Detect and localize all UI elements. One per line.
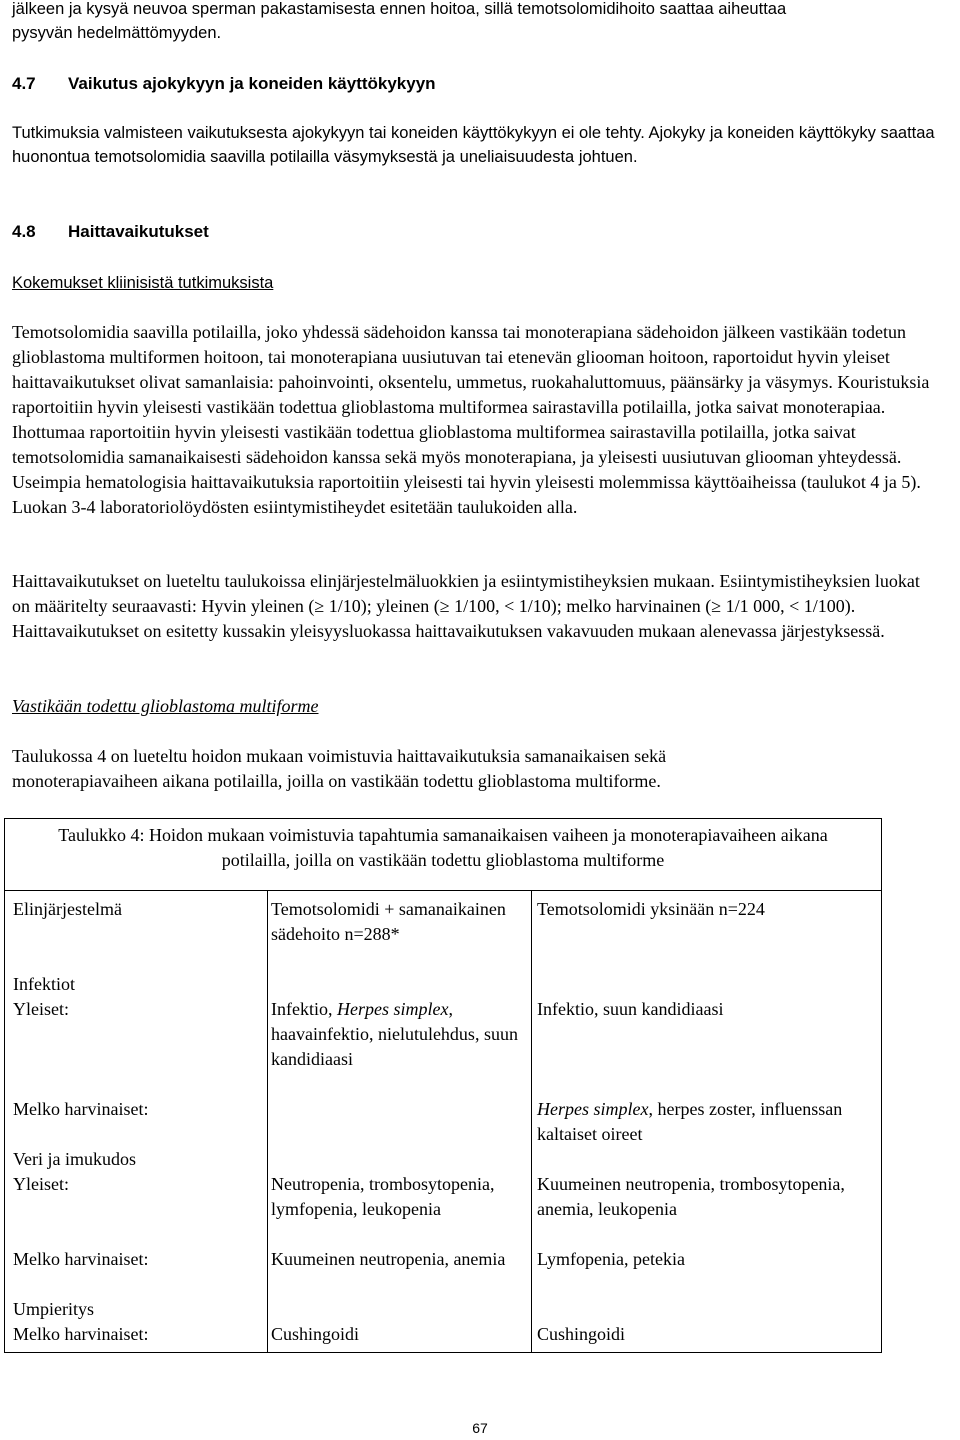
header-cell: Temotsolomidi yksinään n=224 bbox=[537, 899, 765, 919]
adverse-effects-paragraph-2: Haittavaikutukset on lueteltu taulukoissa elinjärjestelmäluokkien ja esiintymistiheyksien mukaan. Esiintymistiheyksien luokat on määritelty seuraavasti: Hyvin yleinen (≥ 1/10); yleinen (≥ 1/100, < 1/10); melko harvinainen (≥ 1/1 000, < 1/100). Haittavaikutukset on esitetty kussakin yleisyysluokassa haittavaikutuksen vakavuuden mukaan alenevassa järjestyksessä. bbox=[12, 571, 920, 641]
section-4-8-heading bbox=[12, 220, 952, 244]
section-number: 4.7 bbox=[12, 74, 36, 93]
section-title: Haittavaikutukset bbox=[68, 222, 209, 241]
table-header-row bbox=[5, 897, 881, 972]
section-title: Vaikutus ajokykyyn ja koneiden käyttökykyyn bbox=[68, 74, 436, 93]
table-row bbox=[5, 1297, 881, 1322]
table-cell: Cushingoidi bbox=[271, 1324, 360, 1344]
glioblastoma-subheading: Vastikään todettu glioblastoma multiforme bbox=[12, 696, 319, 716]
page-number: 67 bbox=[472, 1420, 488, 1436]
table-caption bbox=[5, 819, 881, 891]
table-row bbox=[5, 1172, 881, 1247]
table-row bbox=[5, 997, 881, 1097]
table-cell: Infektiot bbox=[13, 974, 75, 994]
table-intro-paragraph: Taulukossa 4 on lueteltu hoidon mukaan voimistuvia haittavaikutuksia samanaikaisen sekä monoterapiavaiheen aikana potilailla, joilla on vastikään todettu glioblastoma multiforme. bbox=[12, 746, 667, 791]
header-cell: Elinjärjestelmä bbox=[13, 899, 122, 919]
intro-line-1: jälkeen ja kysyä neuvoa sperman pakastamisesta ennen hoitoa, sillä temotsolomidihoito saattaa aiheuttaa bbox=[12, 0, 787, 18]
header-cell: Temotsolomidi + samanaikainen sädehoito n=288* bbox=[271, 899, 506, 944]
table-cell: Yleiset: bbox=[13, 1174, 69, 1194]
table-row bbox=[5, 972, 881, 997]
table-cell: Yleiset: bbox=[13, 999, 69, 1019]
section-4-7-heading bbox=[12, 72, 952, 96]
table-cell: Neutropenia, trombosytopenia, lymfopenia, leukopenia bbox=[271, 1174, 495, 1219]
table-row bbox=[5, 1322, 881, 1347]
table-body bbox=[5, 891, 881, 1344]
table-cell: Cushingoidi bbox=[537, 1324, 626, 1344]
table-cell: Infektio, suun kandidiaasi bbox=[537, 999, 724, 1019]
table-cell: Veri ja imukudos bbox=[13, 1149, 136, 1169]
adverse-events-table bbox=[4, 818, 882, 1353]
table-cell: Kuumeinen neutropenia, trombosytopenia, anemia, leukopenia bbox=[537, 1174, 845, 1219]
table-row bbox=[5, 1097, 881, 1147]
section-number: 4.8 bbox=[12, 222, 36, 241]
table-caption-text: Taulukko 4: Hoidon mukaan voimistuvia tapahtumia samanaikaisen vaiheen ja monoterapiavaiheen aikana potilailla, joilla on vastikään todettu glioblastoma multiforme bbox=[58, 825, 828, 870]
table-cell: Kuumeinen neutropenia, anemia bbox=[271, 1249, 506, 1269]
table-cell: Melko harvinaiset: bbox=[13, 1249, 149, 1269]
table-row bbox=[5, 1147, 881, 1172]
table-row bbox=[5, 1247, 881, 1297]
table-cell: Herpes simplex, herpes zoster, influenssan kaltaiset oireet bbox=[537, 1099, 843, 1144]
table-cell: Infektio, Herpes simplex, haavainfektio, nielutulehdus, suun kandidiaasi bbox=[271, 999, 518, 1069]
intro-line-2: pysyvän hedelmättömyyden. bbox=[12, 24, 222, 42]
table-cell: Umpieritys bbox=[13, 1299, 94, 1319]
table-cell: Melko harvinaiset: bbox=[13, 1099, 149, 1119]
adverse-effects-paragraph-1: Temotsolomidia saavilla potilailla, joko yhdessä sädehoidon kanssa tai monoterapiana sädehoidon jälkeen vastikään todetun glioblastoma multiformen hoitoon, tai monoterapiana uusiutuvan tai etenevän gliooman hoitoon, raportoidut hyvin yleiset haittavaikutukset olivat samanlaisia: pahoinvointi, oksentelu, ummetus, ruokahaluttomuus, päänsärky ja väsymys. Kouristuksia raportoitiin hyvin yleisesti vastikään todettua glioblastoma multiformea sairastavilla potilailla, jotka saivat monoterapiaa. Ihottumaa raportoitiin hyvin yleisesti vastikään todettua glioblastoma multiformea sairastavilla potilailla, jotka saivat temotsolomidia samanaikaisesti sädehoidon kanssa sekä myös monoterapiana, ja yleisesti uusiutuvan gliooman yhteydessä. Useimpia hematologisia haittavaikutuksia raportoitiin yleisesti tai hyvin yleisesti molemmissa käyttöaiheissa (taulukot 4 ja 5). Luokan 3-4 laboratoriolöydösten esiintymistiheydet esitetään taulukoiden alla. bbox=[12, 322, 930, 517]
table-cell: Melko harvinaiset: bbox=[13, 1324, 149, 1344]
section-4-7-paragraph: Tutkimuksia valmisteen vaikutuksesta ajokykyyn tai koneiden käyttökykyyn ei ole tehty. Ajokyky ja koneiden käyttökyky saattaa huonontua temotsolomidia saavilla potilailla väsymyksestä ja uneliaisuudesta johtuen. bbox=[12, 124, 935, 166]
table-cell: Lymfopenia, petekia bbox=[537, 1249, 685, 1269]
clinical-trials-subheading: Kokemukset kliinisistä tutkimuksista bbox=[12, 274, 274, 292]
